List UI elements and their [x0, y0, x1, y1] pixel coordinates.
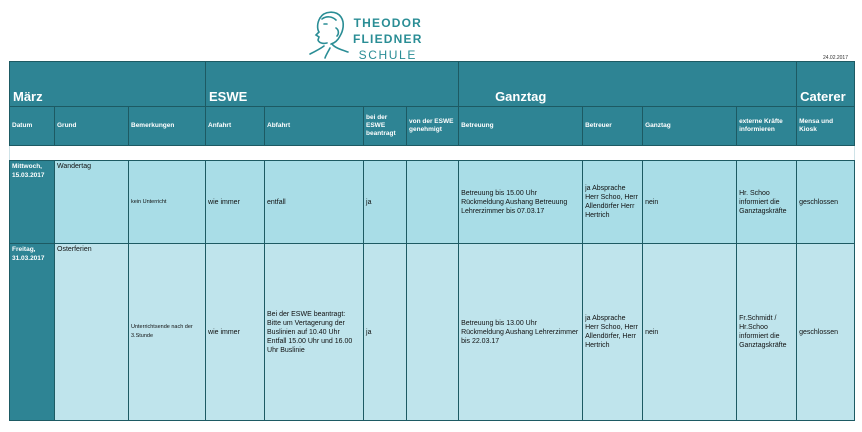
col-betreuer: Betreuer: [583, 107, 643, 146]
logo-line3: SCHULE: [358, 48, 417, 62]
cell-bemerkungen: Unterrichtsende nach der 3.Stunde: [129, 244, 206, 421]
cell-genehmigt: [407, 161, 459, 244]
col-ganztag: Ganztag: [643, 107, 737, 146]
cell-datum: Freitag, 31.03.2017: [10, 244, 55, 421]
school-logo: [306, 8, 426, 60]
cell-grund: Osterferien: [55, 244, 129, 421]
section-maerz: März: [10, 62, 206, 107]
col-grund: Grund: [55, 107, 129, 146]
col-bemerkungen: Bemerkungen: [129, 107, 206, 146]
cell-anfahrt: wie immer: [206, 244, 265, 421]
cell-abfahrt: entfall: [265, 161, 364, 244]
cell-beantragt: ja: [364, 161, 407, 244]
cell-anfahrt: wie immer: [206, 161, 265, 244]
schedule-table: [9, 61, 855, 421]
logo-line1: THEODOR: [353, 16, 422, 30]
table-row: [10, 244, 855, 421]
logo-line2: FLIEDNER: [353, 32, 423, 46]
cell-datum: Mittwoch, 15.03.2017: [10, 161, 55, 244]
cell-externe: Hr. Schoo informiert die Ganztagskräfte: [737, 161, 797, 244]
table-row: [10, 161, 855, 244]
spacer-row: [10, 146, 855, 161]
cell-abfahrt: Bei der ESWE beantragt: Bitte um Vertagerung der Buslinien auf 10.40 Uhr Entfall 15.00 Uhr und 16.00 Uhr Buslinie: [265, 244, 364, 421]
cell-betreuung: Betreuung bis 13.00 Uhr Rückmeldung Aushang Lehrerzimmer bis 22.03.17: [459, 244, 583, 421]
cell-beantragt: ja: [364, 244, 407, 421]
cell-mensa: geschlossen: [797, 161, 855, 244]
spacer-cell: [10, 146, 855, 161]
col-betreuung: Betreuung: [459, 107, 583, 146]
cell-grund: Wandertag: [55, 161, 129, 244]
col-genehmigt: von der ESWE genehmigt: [407, 107, 459, 146]
section-ganztag: Ganztag: [459, 62, 797, 107]
cell-genehmigt: [407, 244, 459, 421]
col-anfahrt: Anfahrt: [206, 107, 265, 146]
section-eswe: ESWE: [206, 62, 459, 107]
col-externe: externe Kräfte informieren: [737, 107, 797, 146]
document-date: 24.02.2017: [822, 55, 848, 61]
cell-betreuer: ja Absprache Herr Schoo, Herr Allendörfer, Herr Hertrich: [583, 244, 643, 421]
col-mensa: Mensa und Kiosk: [797, 107, 855, 146]
section-header-row: [10, 62, 855, 107]
logo-wordmark: [353, 15, 423, 63]
col-abfahrt: Abfahrt: [265, 107, 364, 146]
cell-betreuer: ja Absprache Herr Schoo, Herr Allendörfer Herr Hertrich: [583, 161, 643, 244]
col-datum: Datum: [10, 107, 55, 146]
cell-ganztag: nein: [643, 244, 737, 421]
col-beantragt: bei der ESWE beantragt: [364, 107, 407, 146]
section-caterer: Caterer: [797, 62, 855, 107]
cell-externe: Fr.Schmidt / Hr.Schoo informiert die Ganztagskräfte: [737, 244, 797, 421]
cell-betreuung: Betreuung bis 15.00 Uhr Rückmeldung Aushang Betreuung Lehrerzimmer bis 07.03.17: [459, 161, 583, 244]
column-header-row: [10, 107, 855, 146]
cell-bemerkungen: kein Unterricht: [129, 161, 206, 244]
founder-portrait-icon: [306, 8, 352, 60]
cell-mensa: geschlossen: [797, 244, 855, 421]
cell-ganztag: nein: [643, 161, 737, 244]
